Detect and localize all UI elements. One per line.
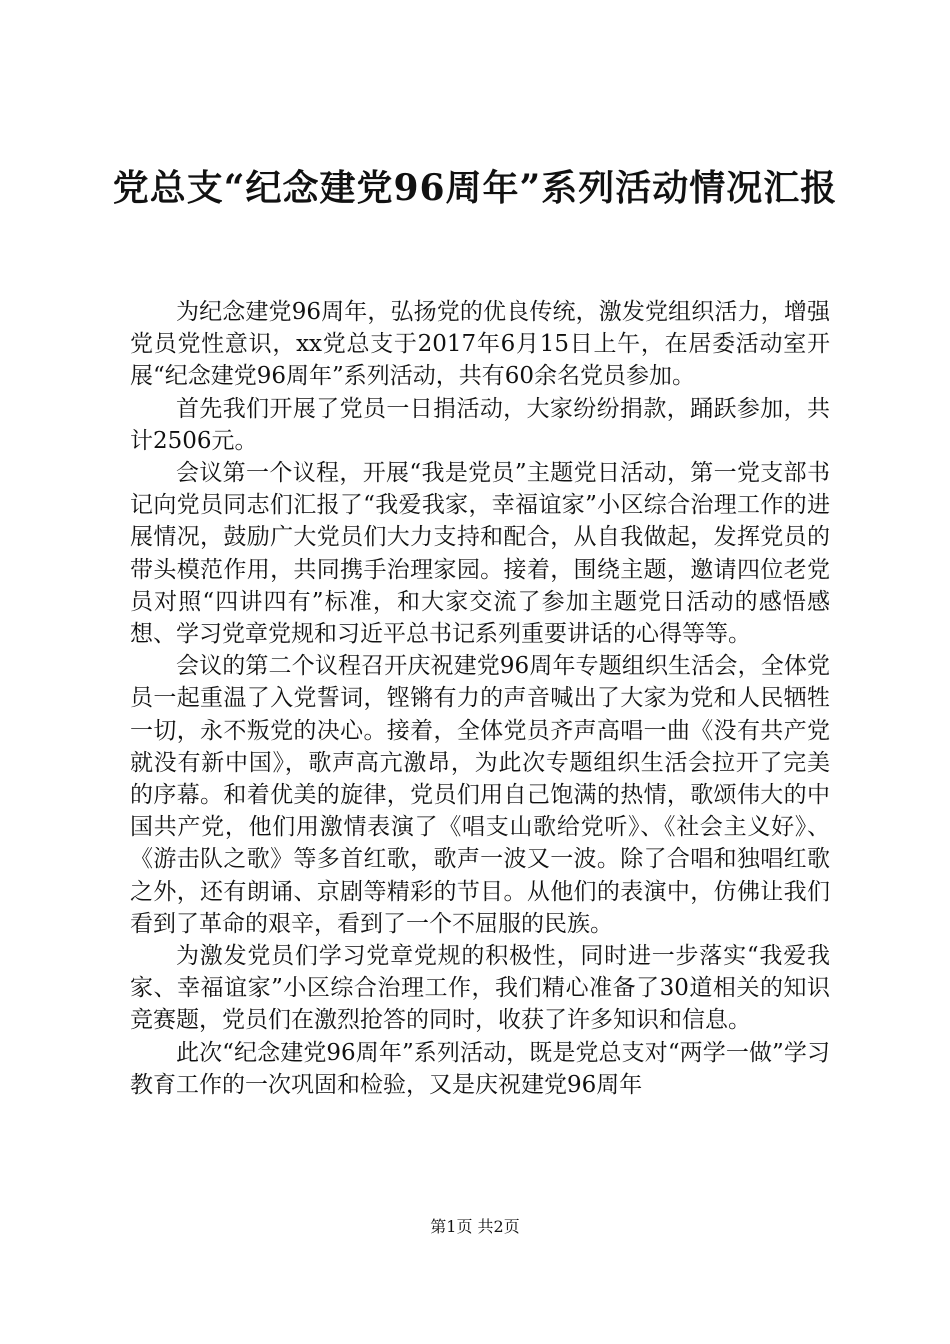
page-footer: 第1页 共2页 [430,1217,520,1236]
paragraph: 首先我们开展了党员一日捐活动，大家纷纷捐款，踊跃参加，共计2506元。 [130,395,830,454]
document-title: 党总支“纪念建党96周年”系列活动情况汇报 [112,167,838,209]
paragraph: 为纪念建党96周年，弘扬党的优良传统，激发党组织活力，增强党员党性意识，xx党总支于2017年6月15日上午，在居委活动室开展“纪念建党96周年”系列活动，共有60余名党员参加。 [130,299,830,390]
paragraph: 会议的第二个议程召开庆祝建党96周年专题组织生活会，全体党员一起重温了入党誓词，铿锵有力的声音喊出了大家为党和人民牺牲一切，永不叛党的决心。接着，全体党员齐声高唱一曲《没有共产党就没有新中国》，歌声高亢激昂，为此次专题组织生活会拉开了完美的序幕。和着优美的旋律，党员们用自己饱满的热情，歌颂伟大的中国共产党，他们用激情表演了《唱支山歌给党听》、《社会主义好》、《游击队之歌》等多首红歌，歌声一波又一波。除了合唱和独唱红歌之外，还有朗诵、京剧等精彩的节目。从他们的表演中，仿佛让我们看到了革命的艰辛，看到了一个不屈服的民族。 [130,653,830,937]
paragraph: 会议第一个议程，开展“我是党员”主题党日活动，第一党支部书记向党员同志们汇报了“我爱我家，幸福谊家”小区综合治理工作的进展情况，鼓励广大党员们大力支持和配合，从自我做起，发挥党员的带头模范作用，共同携手治理家园。接着，围绕主题，邀请四位老党员对照“四讲四有”标准，和大家交流了参加主题党日活动的感悟感想、学习党章党规和习近平总书记系列重要讲话的心得等等。 [130,460,830,648]
paragraph: 此次“纪念建党96周年”系列活动，既是党总支对“两学一做”学习教育工作的一次巩固和检验，又是庆祝建党96周年 [130,1039,830,1098]
paragraph: 为激发党员们学习党章党规的积极性，同时进一步落实“我爱我家、幸福谊家”小区综合治理工作，我们精心准备了30道相关的知识竞赛题，党员们在激烈抢答的同时，收获了许多知识和信息。 [130,943,830,1034]
document-body [130,296,830,1101]
